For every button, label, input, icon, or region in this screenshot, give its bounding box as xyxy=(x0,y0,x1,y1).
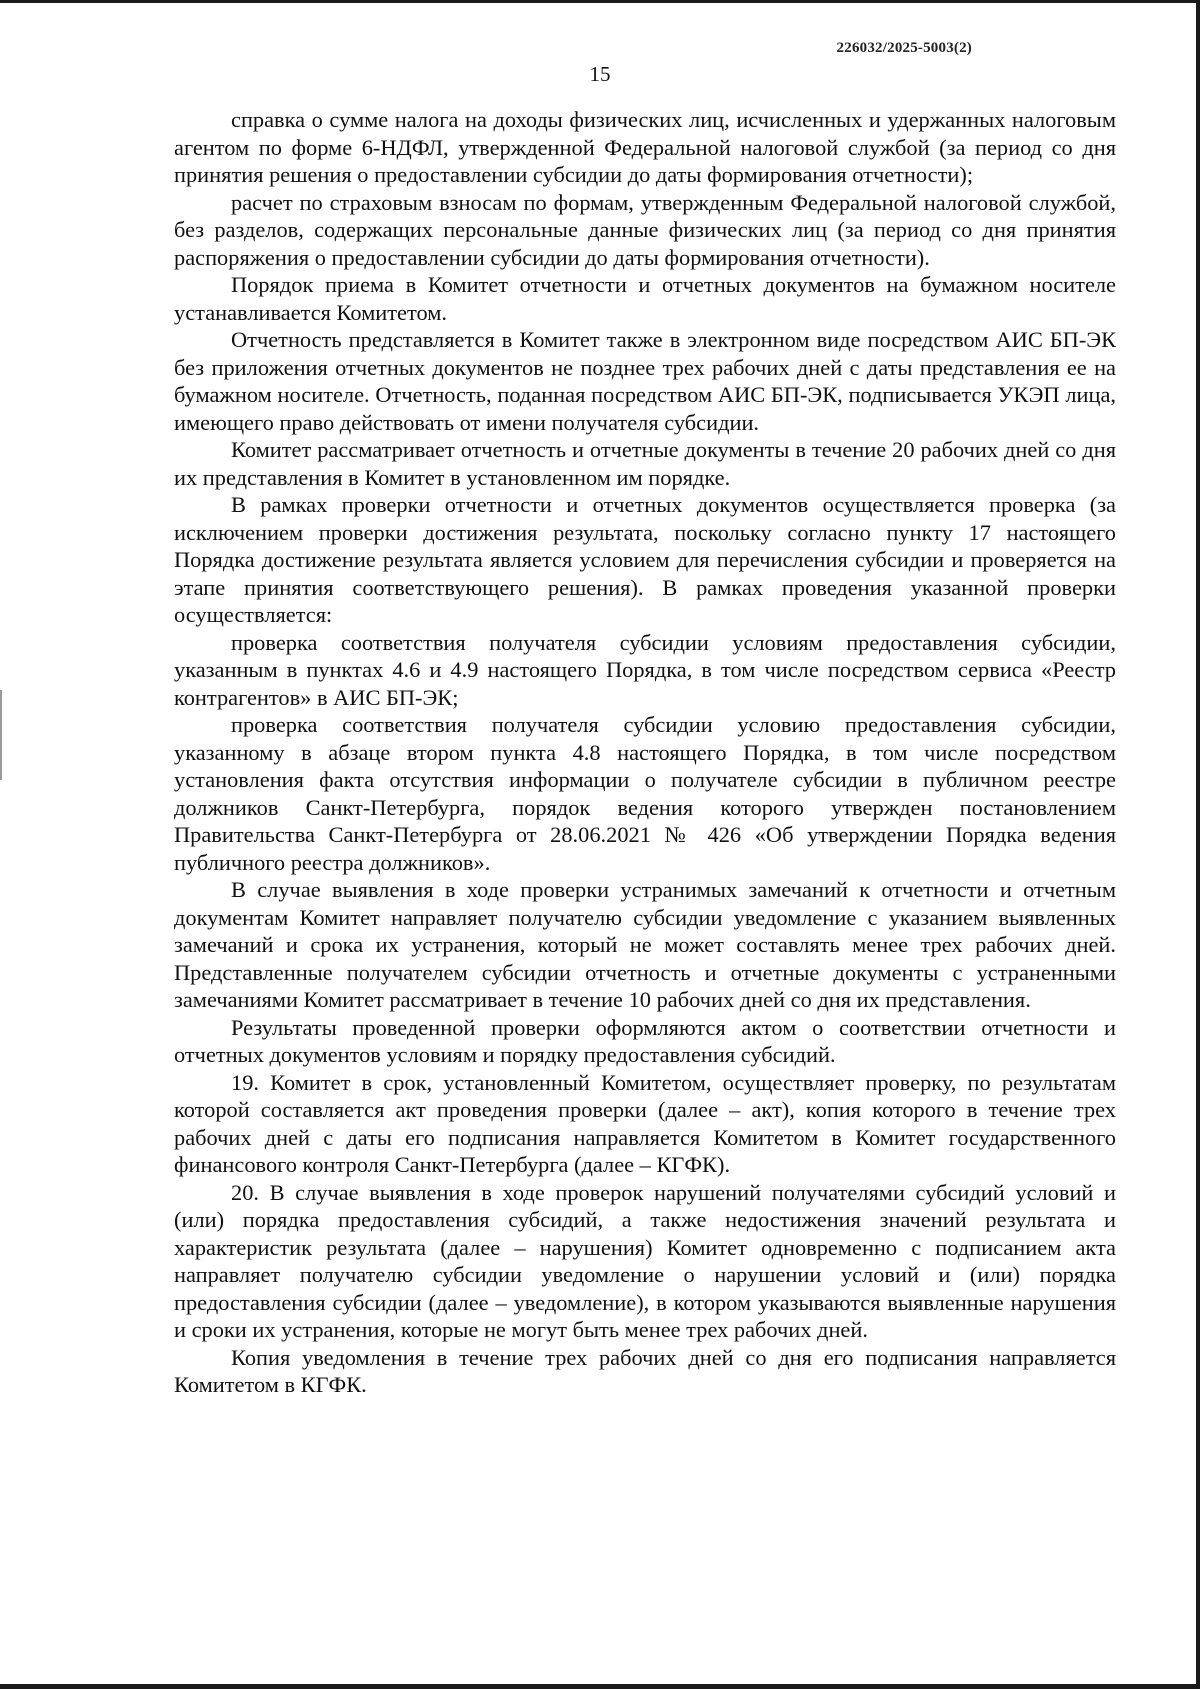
scan-border-right xyxy=(1196,0,1200,1689)
page-number: 15 xyxy=(589,62,611,86)
paragraph-review-period: Комитет рассматривает отчетность и отчетные документы в течение 20 рабочих дней со дня их представления в Комитет в установленном им порядке. xyxy=(174,437,1116,490)
paragraph-review-scope: В рамках проверки отчетности и отчетных документов осуществляется проверка (за исключением проверки достижения результата, поскольку согласно пункту 17 настоящего Порядка достижение результата является условием для перечисления субсидии и проверяется на этапе принятия соответствующего решения). В рамках проведения указанной проверки осуществляется: xyxy=(174,492,1116,627)
paragraph-check-conditions: проверка соответствия получателя субсидии условиям предоставления субсидии, указанным в пунктах 4.6 и 4.9 настоящего Порядка, в том числе посредством сервиса «Реестр контрагентов» в АИС БП-ЭК; xyxy=(174,629,1116,710)
scan-border-top xyxy=(0,0,1200,3)
paragraph-ndfl-report: справка о сумме налога на доходы физических лиц, исчисленных и удержанных налоговым агентом по форме 6-НДФЛ, утвержденной Федеральной налоговой службой (за период со дня принятия решения о предоставлении субсидии до даты формирования отчетности); xyxy=(174,107,1116,187)
paragraph-check-debtors: проверка соответствия получателя субсидии условию предоставления субсидии, указанному в абзаце втором пункта 4.8 настоящего Порядка, в том числе посредством установления факта отсутствия информации о получателе субсидии в публичном реестре должников Санкт-Петербурга, порядок ведения которого утвержден постановлением Правительства Санкт-Петербурга от 28.06.2021 № 426 «Об утверждении Порядка ведения публичного реестра должников». xyxy=(174,712,1116,875)
paragraph-notice-copy: Копия уведомления в течение трех рабочих дней со дня его подписания направляется Комитетом в КГФК. xyxy=(174,1344,1116,1397)
paragraph-insurance-calc: расчет по страховым взносам по формам, утвержденным Федеральной налоговой службой, без разделов, содержащих персональные данные физических лиц (за период со дня принятия распоряжения о предоставлении субсидии до даты формирования отчетности). xyxy=(174,189,1116,270)
scan-border-bottom xyxy=(0,1684,1200,1689)
paragraph-item-19: 19. Комитет в срок, установленный Комитетом, осуществляет проверку, по результатам которой составляется акт проведения проверки (далее – акт), копия которого в течение трех рабочих дней с даты его подписания направляется Комитетом в Комитет государственного финансового контроля Санкт-Петербурга (далее – КГФК). xyxy=(174,1069,1116,1177)
scan-artifact xyxy=(0,690,2,780)
paragraph-item-20: 20. В случае выявления в ходе проверок нарушений получателями субсидий условий и (или) порядка предоставления субсидий, а также недостижения значений результата и характеристик результата (далее – нарушения) Комитет одновременно с подписанием акта направляет получателю субсидии уведомление о нарушении условий и (или) порядка предоставления субсидии (далее – уведомление), в котором указываются выявленные нарушения и сроки их устранения, которые не могут быть менее трех рабочих дней. xyxy=(174,1179,1116,1342)
paragraph-remarks: В случае выявления в ходе проверки устранимых замечаний к отчетности и отчетным документам Комитет направляет получателю субсидии уведомление с указанием выявленных замечаний и срока их устранения, который не может составлять менее трех рабочих дней. Представленные получателем субсидии отчетность и отчетные документы с устраненными замечаниями Комитет рассматривает в течение 10 рабочих дней со дня их представления. xyxy=(174,877,1116,1012)
document-body xyxy=(174,106,1116,1399)
document-number: 226032/2025-5003(2) xyxy=(836,40,972,56)
paragraph-electronic-submission: Отчетность представляется в Комитет также в электронном виде посредством АИС БП-ЭК без приложения отчетных документов не позднее трех рабочих дней с даты представления ее на бумажном носителе. Отчетность, поданная посредством АИС БП-ЭК, подписывается УКЭП лица, имеющего право действовать от имени получателя субсидии. xyxy=(174,327,1116,435)
paragraph-act-results: Результаты проведенной проверки оформляются актом о соответствии отчетности и отчетных документов условиям и порядку предоставления субсидий. xyxy=(174,1014,1116,1067)
paragraph-paper-submission: Порядок приема в Комитет отчетности и отчетных документов на бумажном носителе устанавливается Комитетом. xyxy=(174,272,1116,325)
